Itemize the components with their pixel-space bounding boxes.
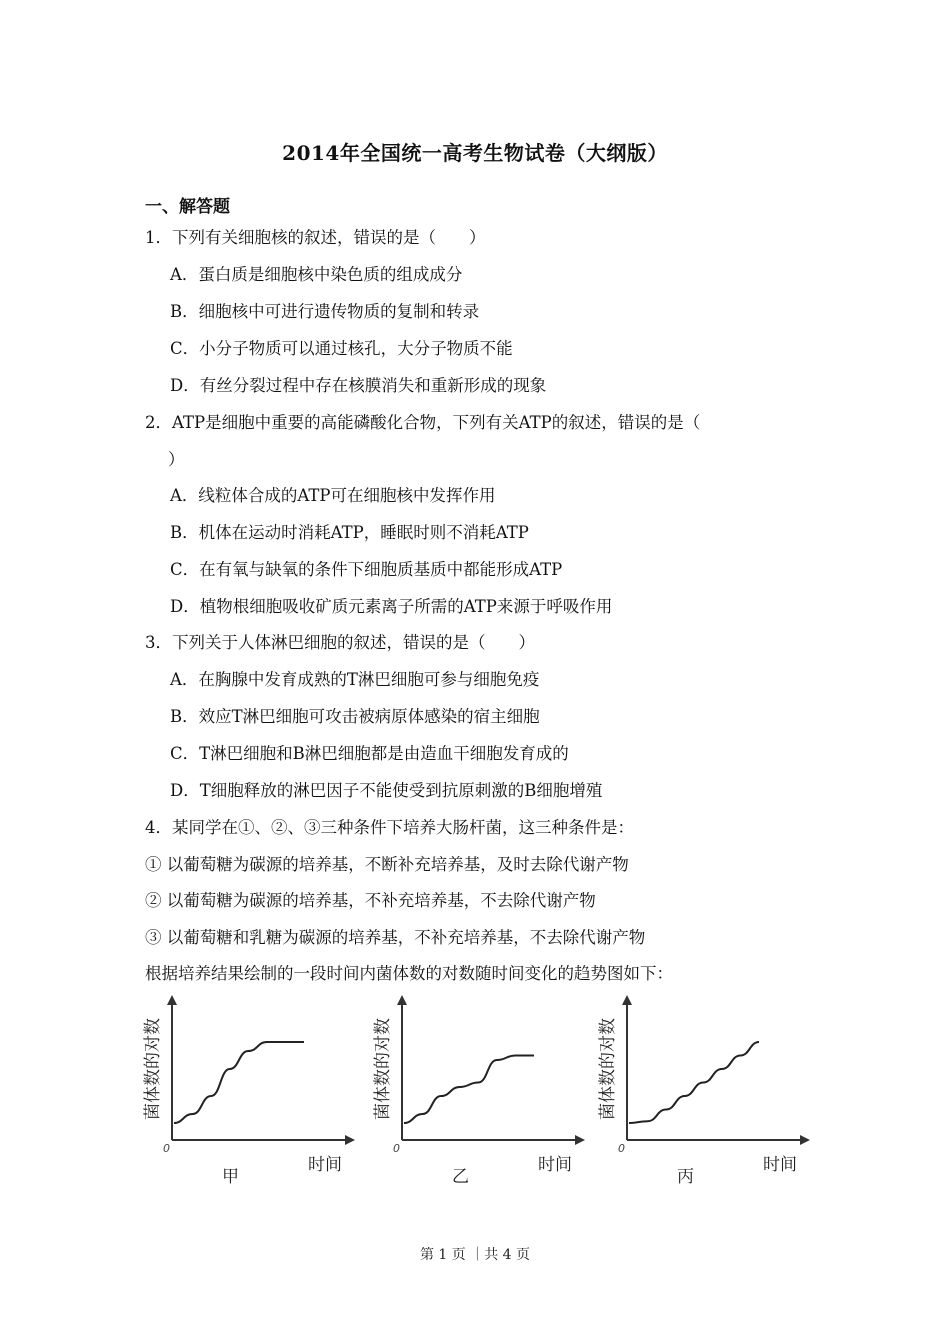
origin-label: 0 — [393, 1142, 400, 1155]
y-axis-label: 菌体数的对数 — [143, 1018, 163, 1120]
x-axis-label: 时间 — [308, 1155, 342, 1175]
question-2-option-d: D．植物根细胞吸收矿质元素离子所需的ATP来源于呼吸作用 — [170, 597, 613, 616]
question-3-option-b: B．效应T淋巴细胞可攻击被病原体感染的宿主细胞 — [170, 707, 540, 726]
question-1-option-d: D．有丝分裂过程中存在核膜消失和重新形成的现象 — [170, 376, 547, 395]
question-1-option-a: A．蛋白质是细胞核中染色质的组成成分 — [170, 265, 463, 284]
page-footer: 第 1 页 ｜共 4 页 — [419, 1247, 531, 1263]
growth-curve — [174, 1042, 304, 1123]
question-4-condition-2: ② 以葡萄糖为碳源的培养基，不补充培养基，不去除代谢产物 — [145, 891, 596, 910]
question-2-stem: 2．ATP是细胞中重要的高能磷酸化合物，下列有关ATP的叙述，错误的是（ — [145, 413, 701, 432]
chart-yi — [360, 990, 585, 1200]
question-3-stem: 3．下列关于人体淋巴细胞的叙述，错误的是（ ） — [145, 633, 535, 652]
chart-label: 乙 — [452, 1167, 469, 1187]
y-axis-label: 菌体数的对数 — [373, 1018, 393, 1120]
origin-label: 0 — [618, 1142, 625, 1155]
question-2-option-b: B．机体在运动时消耗ATP，睡眠时则不消耗ATP — [170, 523, 529, 542]
question-2-stem-cont: ） — [168, 450, 185, 469]
x-axis-label: 时间 — [763, 1155, 797, 1175]
section-heading: 一、解答题 — [145, 197, 230, 217]
question-4-condition-1: ① 以葡萄糖为碳源的培养基，不断补充培养基，及时去除代谢产物 — [145, 855, 629, 874]
growth-curve — [404, 1056, 534, 1124]
chart-label: 丙 — [677, 1167, 694, 1187]
question-3-option-a: A．在胸腺中发育成熟的T淋巴细胞可参与细胞免疫 — [170, 670, 540, 689]
chart-label: 甲 — [222, 1167, 239, 1187]
origin-label: 0 — [163, 1142, 170, 1155]
question-4-lead: 根据培养结果绘制的一段时间内菌体数的对数随时间变化的趋势图如下： — [145, 964, 673, 983]
question-3-option-d: D．T细胞释放的淋巴因子不能使受到抗原刺激的B细胞增殖 — [170, 781, 603, 800]
question-2-option-a: A．线粒体合成的ATP可在细胞核中发挥作用 — [170, 486, 496, 505]
question-3-option-c: C．T淋巴细胞和B淋巴细胞都是由造血干细胞发育成的 — [170, 744, 569, 763]
chart-jia — [130, 990, 355, 1200]
chart-bing — [585, 990, 810, 1200]
question-1-stem: 1．下列有关细胞核的叙述，错误的是（ ） — [145, 228, 486, 247]
question-4-condition-3: ③ 以葡萄糖和乳糖为碳源的培养基，不补充培养基，不去除代谢产物 — [145, 928, 646, 947]
question-4-stem: 4．某同学在①、②、③三种条件下培养大肠杆菌，这三种条件是： — [145, 818, 634, 837]
y-axis-label: 菌体数的对数 — [598, 1018, 618, 1120]
growth-charts — [130, 990, 810, 1200]
growth-curve — [629, 1042, 759, 1123]
question-2-option-c: C．在有氧与缺氧的条件下细胞质基质中都能形成ATP — [170, 560, 563, 579]
page-title: 2014年全国统一高考生物试卷（大纲版） — [282, 141, 668, 165]
question-1-option-c: C．小分子物质可以通过核孔，大分子物质不能 — [170, 339, 513, 358]
x-axis-label: 时间 — [538, 1155, 572, 1175]
question-1-option-b: B．细胞核中可进行遗传物质的复制和转录 — [170, 302, 480, 321]
